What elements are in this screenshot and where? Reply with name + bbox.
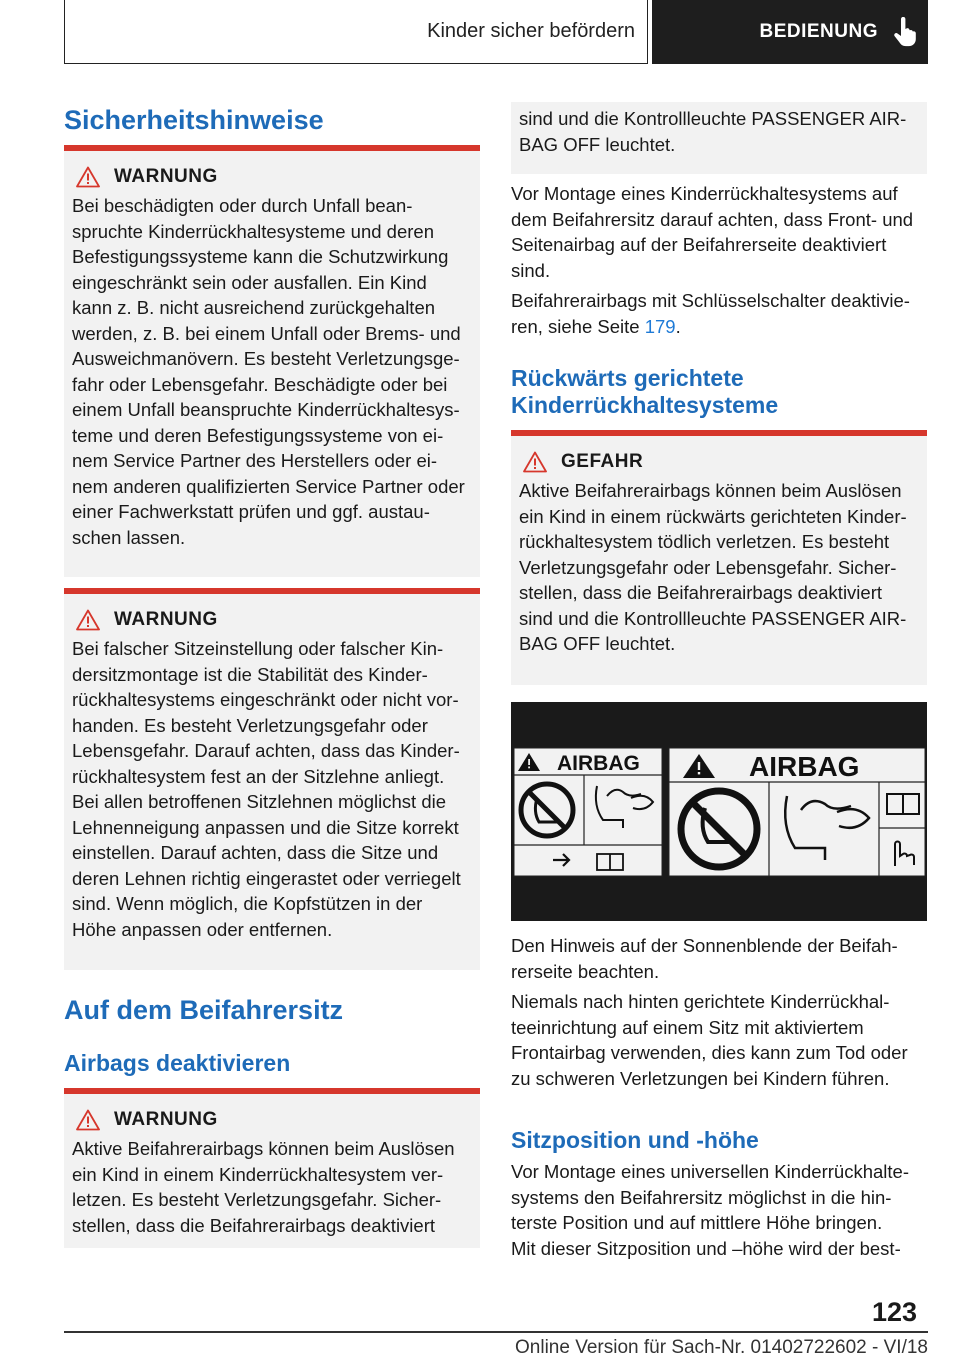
airbag-text-small: AIRBAG xyxy=(557,752,640,775)
text-line: teme und deren Befestigungssysteme von ei- xyxy=(72,424,444,446)
warning-box-2 xyxy=(64,588,480,970)
text-line: Bei allen betroffenen Sitzlehnen möglichst die xyxy=(72,791,447,812)
paragraph-sun-visor xyxy=(511,933,931,984)
heading-line: Rückwärts gerichtete xyxy=(511,365,744,391)
text-line: BAG OFF leuchtet. xyxy=(519,133,676,155)
text-line: Vor Montage eines Kinderrückhaltesystems auf xyxy=(511,183,898,204)
text-line: nem Service Partner des Herstellers oder ei- xyxy=(72,450,438,471)
text-line: spruchte Kinderrückhaltesysteme und deren xyxy=(72,220,434,242)
text-line: Seitenairbag auf der Beifahrerseite deaktiviert xyxy=(511,234,887,255)
footer-text: Online Version für Sach-Nr. 01402722602 - VI/18 xyxy=(515,1337,928,1358)
text-line: kann z. B. nicht ausreichend zurückgehalten xyxy=(72,297,436,318)
text-line: ein Kind in einem Kinderrückhaltesystem ver- xyxy=(72,1163,444,1185)
text-line: terste Position und auf mittlere Höhe bringen. xyxy=(511,1212,883,1233)
text-line: sind und die Kontrollleuchte PASSENGER AIR- xyxy=(519,108,907,129)
page-title: Sicherheitshinweise xyxy=(64,105,324,135)
danger-box xyxy=(511,430,927,685)
header-section-title xyxy=(64,0,648,64)
warning-text xyxy=(72,193,472,550)
text-line: Aktive Beifahrerairbags können beim Auslösen xyxy=(519,480,902,501)
paragraph-front-side-airbag xyxy=(511,181,931,283)
hand-pointer-icon xyxy=(892,17,918,47)
text-line: Niemals nach hinten gerichtete Kinderrückhal- xyxy=(511,991,890,1012)
warning-text xyxy=(72,1136,472,1238)
warning-label: WARNUNG xyxy=(114,1109,218,1130)
warning-text xyxy=(72,636,472,942)
header-chapter-label: BEDIENUNG xyxy=(759,21,878,42)
heading-line: Kinderrückhaltesysteme xyxy=(511,392,779,418)
airbag-warning-label-image xyxy=(511,702,927,921)
text-line: rückhaltesystem tödlich verletzen. Es besteht xyxy=(519,531,890,552)
paragraph-text xyxy=(511,181,931,283)
page-reference-link[interactable]: 179 xyxy=(644,315,676,337)
text-line: Bei beschädigten oder durch Unfall bean- xyxy=(72,195,413,216)
page-number: 123 xyxy=(872,1297,918,1327)
paragraph-key-switch xyxy=(511,288,931,339)
text-line: einem Unfall beanspruchte Kinderrückhaltesys- xyxy=(72,399,460,420)
text-line: Aktive Beifahrerairbags können beim Auslösen xyxy=(72,1138,455,1159)
text-line: nem anderen qualifizierten Service Partner oder xyxy=(72,475,465,497)
text-line: schen lassen. xyxy=(72,526,186,548)
text-line: BAG OFF leuchtet. xyxy=(519,633,676,654)
text-line: dersitzmontage ist die Stabilität des Kinder- xyxy=(72,663,428,685)
text-line: systems den Beifahrersitz möglichst in die hin- xyxy=(511,1186,892,1208)
section-title: Auf dem Beifahrersitz xyxy=(64,995,344,1025)
text-line: stellen, dass die Beifahrerairbags deaktiviert xyxy=(72,1214,435,1236)
text-line: Den Hinweis auf der Sonnenblende der Beifah- xyxy=(511,935,898,956)
warning-box-1 xyxy=(64,145,480,577)
rear-facing-heading xyxy=(511,365,931,419)
footer-divider xyxy=(64,1331,928,1333)
text-line: Ausweichmanövern. Es besteht Verletzungsge- xyxy=(72,348,460,369)
warning-label: WARNUNG xyxy=(114,166,218,187)
seat-position-heading: Sitzposition und -höhe xyxy=(511,1127,759,1153)
paragraph-text xyxy=(511,288,931,339)
danger-header xyxy=(523,450,919,474)
text-line: sind und die Kontrollleuchte PASSENGER AIR- xyxy=(519,607,907,629)
text-line: Frontairbag verwenden, dies kann zum Tod oder xyxy=(511,1042,908,1063)
subsection-title: Airbags deaktivieren xyxy=(64,1050,291,1076)
header-chapter-tab xyxy=(652,0,928,64)
paragraph-text xyxy=(511,1159,931,1261)
text-line: Höhe anpassen oder entfernen. xyxy=(72,918,333,940)
text-line: rückhaltesystems eingeschränkt oder nicht vor- xyxy=(72,689,459,710)
text-line: ein Kind in einem rückwärts gerichteten Kinder- xyxy=(519,505,907,527)
text-line: Vor Montage eines universellen Kinderrückhalte- xyxy=(511,1161,909,1182)
warning-header xyxy=(76,608,472,632)
paragraph-seat-position xyxy=(511,1159,931,1261)
airbag-text-large: AIRBAG xyxy=(749,751,860,782)
text-line: stellen, dass die Beifahrerairbags deaktiviert xyxy=(519,582,882,603)
paragraph-text xyxy=(511,989,931,1091)
text-line: deren Lehnen richtig eingerastet oder verriegelt xyxy=(72,867,461,889)
text-line: einer Fachwerkstatt prüfen und ggf. austau- xyxy=(72,501,430,522)
text-line: teeinrichtung auf einem Sitz mit aktiviertem xyxy=(511,1016,864,1038)
text-line: rückhaltesystem fest an der Sitzlehne anliegt. xyxy=(72,765,445,787)
text-line: Befestigungssysteme kann die Schutzwirkung xyxy=(72,246,449,267)
danger-box-continued xyxy=(511,102,927,174)
warning-header xyxy=(76,1108,472,1132)
warning-triangle-icon xyxy=(76,1109,100,1131)
warning-triangle-icon xyxy=(76,166,100,188)
airbag-label-illustration xyxy=(511,702,927,921)
text-line: sind. xyxy=(511,259,551,281)
paragraph-line-prefix: ren, siehe Seite xyxy=(511,315,645,337)
text-line: dem Beifahrersitz darauf achten, dass Front- und xyxy=(511,208,914,230)
warning-triangle-icon xyxy=(523,451,547,473)
warning-header xyxy=(76,165,472,189)
text-line: zu schweren Verletzungen bei Kindern führen. xyxy=(511,1067,890,1089)
warning-triangle-icon xyxy=(76,609,100,631)
text-line: eingeschränkt sein oder ausfallen. Ein Kind xyxy=(72,271,427,293)
warning-box-3 xyxy=(64,1088,480,1248)
text-line: Mit dieser Sitzposition und –höhe wird der best- xyxy=(511,1237,901,1259)
danger-text-continued xyxy=(519,106,919,157)
paragraph-text xyxy=(511,933,931,984)
text-line: Lehnenneigung anpassen und die Sitze korrekt xyxy=(72,816,459,838)
paragraph-never-rear-facing xyxy=(511,989,931,1091)
header-section-label: Kinder sicher befördern xyxy=(427,20,635,42)
text-line: werden, z. B. bei einem Unfall oder Brems- und xyxy=(72,322,461,344)
text-line: letzen. Es besteht Verletzungsgefahr. Sicher- xyxy=(72,1189,442,1210)
text-line: Bei falscher Sitzeinstellung oder falscher Kin- xyxy=(72,638,444,659)
paragraph-line: Beifahrerairbags mit Schlüsselschalter deaktivie- xyxy=(511,290,910,311)
warning-label: WARNUNG xyxy=(114,609,218,630)
text-line: Verletzungsgefahr oder Lebensgefahr. Sicher- xyxy=(519,556,897,578)
paragraph-line-suffix: . xyxy=(675,315,681,337)
text-line: fahr oder Lebensgefahr. Beschädigte oder bei xyxy=(72,373,448,395)
danger-label: GEFAHR xyxy=(561,451,644,472)
text-line: handen. Es besteht Verletzungsgefahr oder xyxy=(72,714,428,736)
text-line: Lebensgefahr. Darauf achten, dass das Kinder- xyxy=(72,740,460,761)
danger-text xyxy=(519,478,919,657)
text-line: einstellen. Darauf achten, dass die Sitze und xyxy=(72,842,439,863)
text-line: sind. Wenn möglich, die Kopfstützen in der xyxy=(72,893,423,914)
text-line: rerseite beachten. xyxy=(511,960,660,982)
